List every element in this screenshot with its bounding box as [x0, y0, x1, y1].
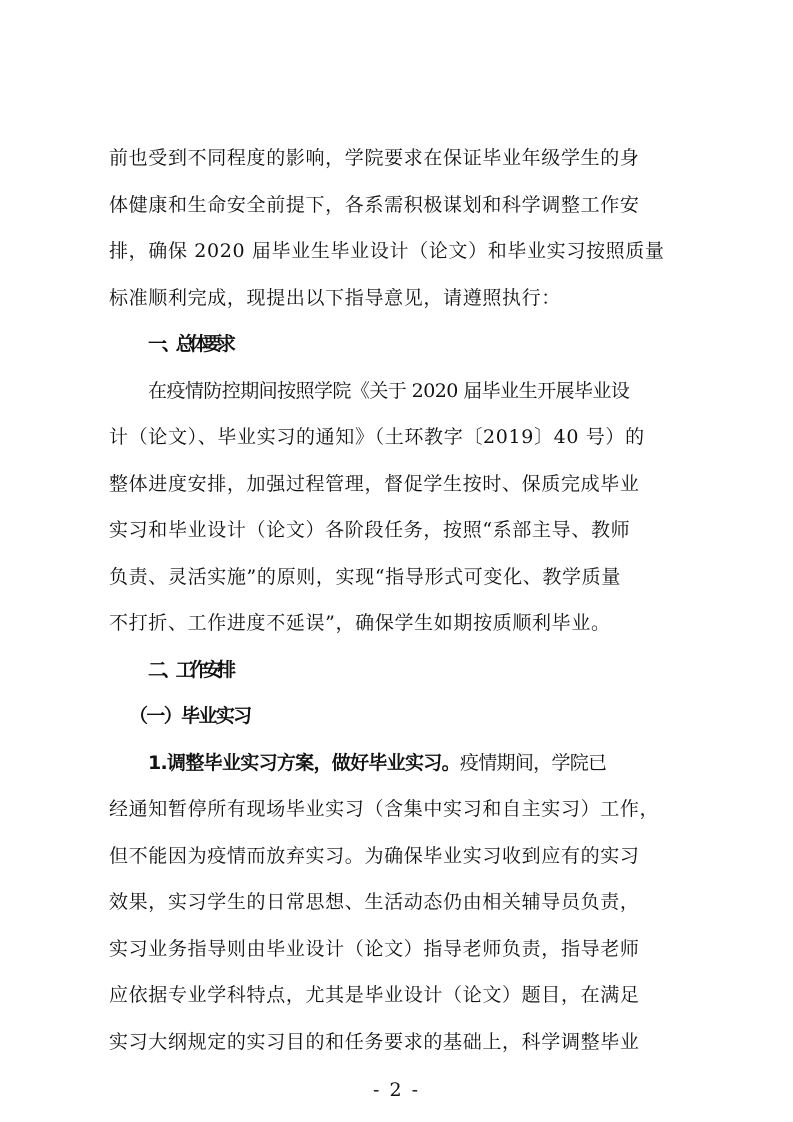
body-text-line: 实习和毕业设计（论文）各阶段任务，按照“系部主导、教师: [109, 519, 631, 541]
body-text-line: 不打折、工作进度不延误”，确保学生如期按质顺利毕业。: [109, 612, 611, 634]
paragraph-lead-bold: 1.调整毕业实习方案，做好毕业实习。: [148, 752, 460, 774]
body-text-line: 应依据专业学科特点，尤其是毕业设计（论文）题目，在满足: [109, 984, 640, 1006]
body-text-line: 负责、灵活实施”的原则，实现“指导形式可变化、教学质量: [109, 566, 621, 588]
paragraph-lead-rest: 疫情期间，学院已: [459, 752, 607, 774]
body-text-line: 排，确保 2020 届毕业生毕业设计（论文）和毕业实习按照质量: [109, 240, 665, 262]
section-heading-work-arrangement: 二、工作安排: [148, 659, 231, 681]
body-text-line: 效果，实习学生的日常思想、生活动态仍由相关辅导员负责，: [109, 891, 640, 913]
body-text-line: 计（论文）、毕业实习的通知》（土环教字〔2019〕40 号）的: [109, 426, 645, 448]
body-text-line: 整体进度安排，加强过程管理，督促学生按时、保质完成毕业: [109, 473, 640, 495]
body-text-line: [148, 748, 728, 778]
body-text-line: 前也受到不同程度的影响，学院要求在保证毕业年级学生的身: [109, 147, 640, 169]
section-heading-overall-requirements: 一、总体要求: [148, 333, 231, 355]
body-text-line: 体健康和生命安全前提下，各系需积极谋划和科学调整工作安: [109, 194, 640, 216]
body-text-line: 标准顺利完成，现提出以下指导意见，请遵照执行：: [109, 287, 561, 309]
body-text-line: 实习业务指导则由毕业设计（论文）指导老师负责，指导老师: [109, 938, 640, 960]
page-number: - 2 -: [372, 1079, 420, 1101]
subsection-heading-internship: （一）毕业实习: [129, 705, 251, 727]
body-text-line: 但不能因为疫情而放弃实习。为确保毕业实习收到应有的实习: [109, 845, 640, 867]
body-text-line: 经通知暂停所有现场毕业实习（含集中实习和自主实习）工作，: [109, 798, 660, 820]
body-text-line: 在疫情防控期间按照学院《关于 2020 届毕业生开展毕业设: [148, 380, 630, 402]
body-text-line: 实习大纲规定的实习目的和任务要求的基础上，科学调整毕业: [109, 1031, 640, 1053]
